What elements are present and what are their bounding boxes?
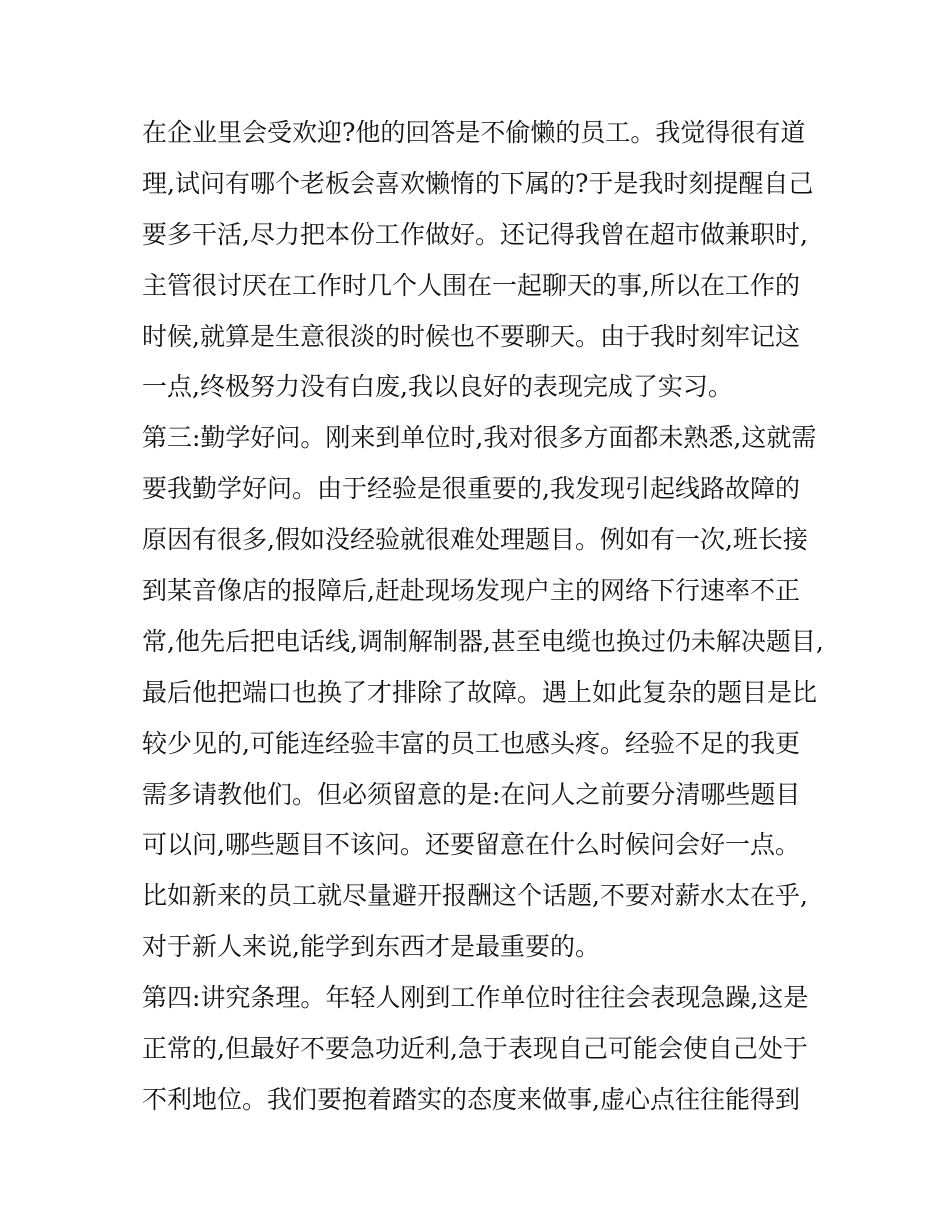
text-line: 对于新人来说,能学到东西才是最重要的。	[142, 932, 600, 962]
text-line: 原因有很多,假如没经验就很难处理题目。例如有一次,班长接	[142, 525, 808, 555]
text-line: 较少见的,可能连经验丰富的员工也感头疼。经验不足的我更	[142, 728, 800, 758]
text-line: 第四:讲究条理。年轻人刚到工作单位时往往会表现急躁,这是	[142, 983, 809, 1013]
text-line: 一点,终极努力没有白废,我以良好的表现完成了实习。	[142, 372, 733, 402]
text-line: 可以问,哪些题目不该问。还要留意在什么时候问会好一点。	[142, 830, 800, 860]
text-line: 比如新来的员工就尽量避开报酬这个话题,不要对薪水太在乎,	[142, 881, 808, 911]
text-line: 时候,就算是生意很淡的时候也不要聊天。由于我时刻牢记这	[142, 321, 800, 351]
text-line: 到某音像店的报障后,赶赴现场发现户主的网络下行速率不正	[142, 576, 800, 606]
text-line: 主管很讨厌在工作时几个人围在一起聊天的事,所以在工作的	[142, 270, 800, 300]
text-line: 常,他先后把电话线,调制解制器,甚至电缆也换过仍未解决题目,	[142, 626, 824, 656]
text-line: 最后他把端口也换了才排除了故障。遇上如此复杂的题目是比	[142, 677, 818, 707]
body-text	[142, 108, 822, 1126]
text-line: 理,试问有哪个老板会喜欢懒惰的下属的?于是我时刻提醒自己	[142, 168, 814, 198]
text-line: 正常的,但最好不要急功近利,急于表现自己可能会使自己处于	[142, 1034, 808, 1064]
text-line: 需多请教他们。但必须留意的是:在问人之前要分清哪些题目	[142, 779, 801, 809]
text-line: 第三:勤学好问。刚来到单位时,我对很多方面都未熟悉,这就需	[142, 423, 817, 453]
text-line: 要多干活,尽力把本份工作做好。还记得我曾在超市做兼职时,	[142, 219, 808, 249]
text-line: 要我勤学好问。由于经验是很重要的,我发现引起线路故障的	[142, 474, 800, 504]
text-line: 在企业里会受欢迎?他的回答是不偷懒的员工。我觉得很有道	[142, 118, 806, 147]
text-line: 不利地位。我们要抱着踏实的态度来做事,虚心点往往能得到	[142, 1084, 800, 1114]
